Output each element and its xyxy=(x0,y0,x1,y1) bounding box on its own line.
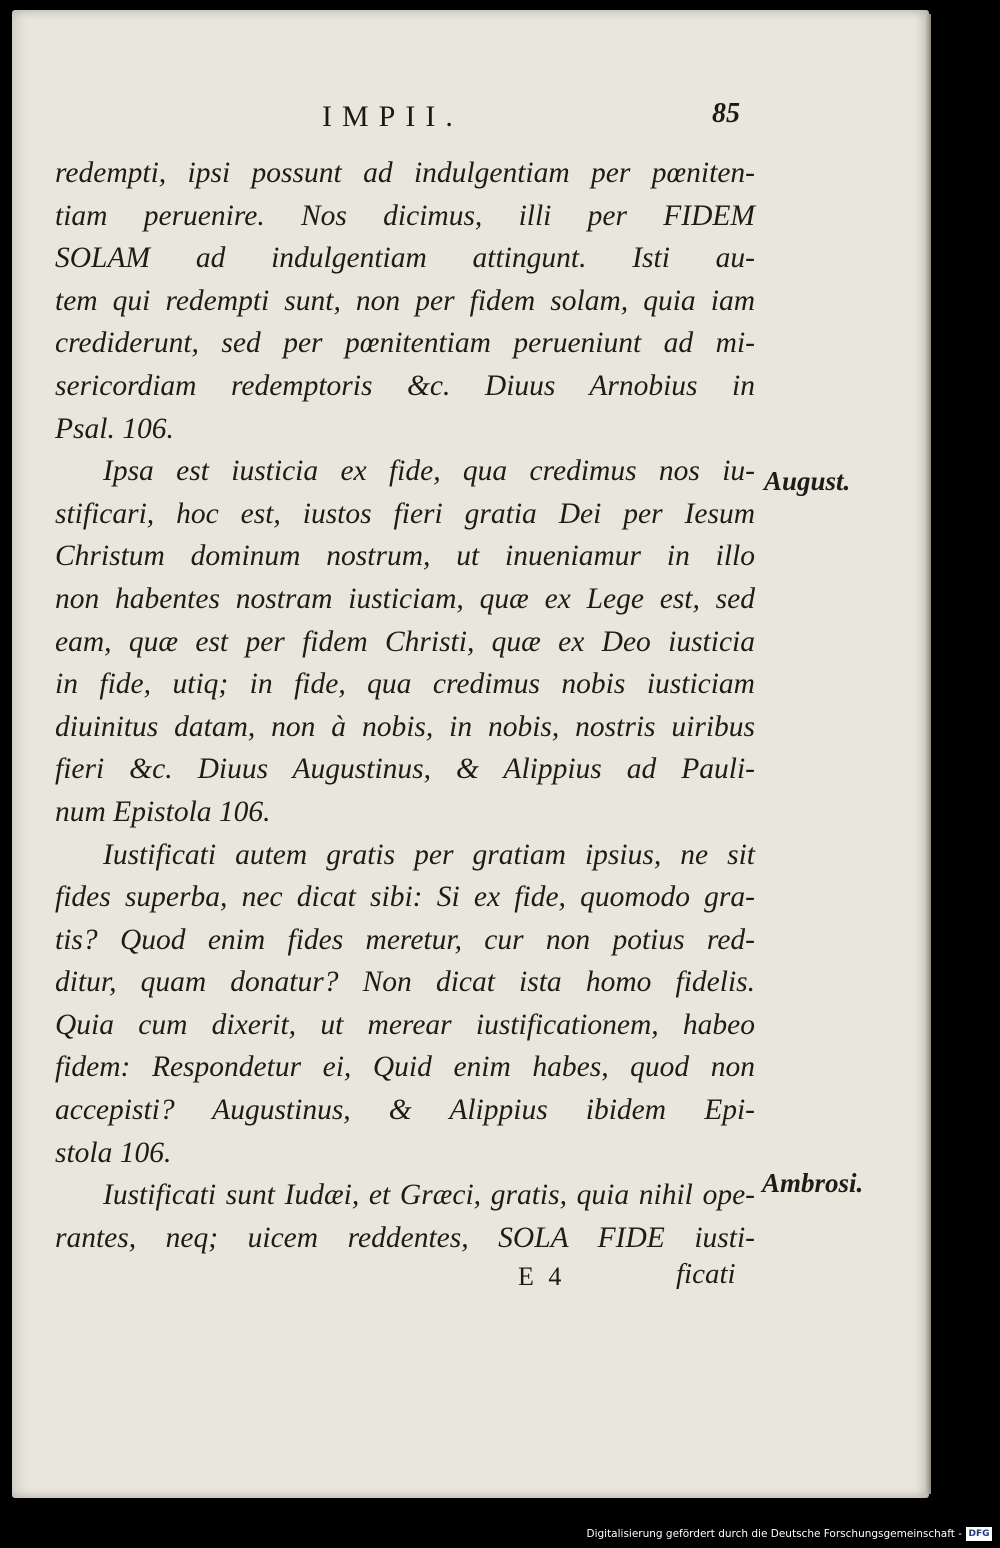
text-line: in fide, utiq; in fide, qua credimus nobis iusticiam xyxy=(55,668,755,701)
text-line: crediderunt, sed per pœnitentiam perueniunt ad mi- xyxy=(55,327,755,360)
text-line: fides superba, nec dicat sibi: Si ex fide, quomodo gra- xyxy=(55,881,755,914)
page-edge xyxy=(925,14,931,1494)
catchword: ficati xyxy=(676,1258,736,1290)
signature-mark: E 4 xyxy=(518,1262,566,1291)
text-line: stificari, hoc est, iustos fieri gratia Dei per Iesum xyxy=(55,497,755,530)
text-line: fieri &c. Diuus Augustinus, & Alippius ad Pauli- xyxy=(55,753,755,786)
text-line: rantes, neq; uicem reddentes, SOLA FIDE iusti- xyxy=(55,1221,755,1254)
text-line: num Epistola 106. xyxy=(55,795,271,828)
dfg-logo: DFG xyxy=(966,1527,992,1541)
page-number: 85 xyxy=(712,98,740,129)
text-line: sericordiam redemptoris &c. Diuus Arnobius in xyxy=(55,369,755,402)
text-line: diuinitus datam, non à nobis, in nobis, nostris uiribus xyxy=(55,710,755,743)
text-line: Quia cum dixerit, ut merear iustificationem, habeo xyxy=(55,1008,755,1041)
text-line: Ipsa est iusticia ex fide, qua credimus nos iu- xyxy=(103,455,755,488)
margin-note-august: August. xyxy=(764,466,851,496)
text-line: tem qui redempti sunt, non per fidem solam, quia iam xyxy=(55,284,755,317)
text-line: Christum dominum nostrum, ut inueniamur in illo xyxy=(55,540,755,573)
text-line: SOLAM ad indulgentiam attingunt. Isti au- xyxy=(55,242,755,275)
running-title: IMPII. xyxy=(322,100,463,133)
text-line: Iustificati sunt Iudæi, et Græci, gratis, quia nihil ope- xyxy=(103,1179,755,1212)
text-line: redempti, ipsi possunt ad indulgentiam per pœniten- xyxy=(55,157,755,189)
digitization-credit: Digitalisierung gefördert durch die Deutsche Forschungsgemeinschaft - xyxy=(586,1528,962,1540)
text-line: Psal. 106. xyxy=(55,412,174,445)
text-line: tis? Quod enim fides meretur, cur non potius red- xyxy=(55,923,755,956)
text-line: Iustificati autem gratis per gratiam ipsius, ne sit xyxy=(103,838,755,871)
text-line: non habentes nostram iusticiam, quæ ex Lege est, sed xyxy=(55,582,755,615)
text-line: ditur, quam donatur? Non dicat ista homo fidelis. xyxy=(55,966,755,999)
text-line: fidem: Respondetur ei, Quid enim habes, quod non xyxy=(55,1051,755,1084)
text-line: eam, quæ est per fidem Christi, quæ ex Deo iusticia xyxy=(55,625,755,658)
body-text xyxy=(55,152,755,1259)
text-line: stola 106. xyxy=(55,1136,172,1169)
margin-note-ambrosi: Ambrosi. xyxy=(762,1168,864,1198)
text-line: tiam peruenire. Nos dicimus, illi per FIDEM xyxy=(55,199,755,232)
text-line: accepisti? Augustinus, & Alippius ibidem Epi- xyxy=(55,1094,755,1127)
